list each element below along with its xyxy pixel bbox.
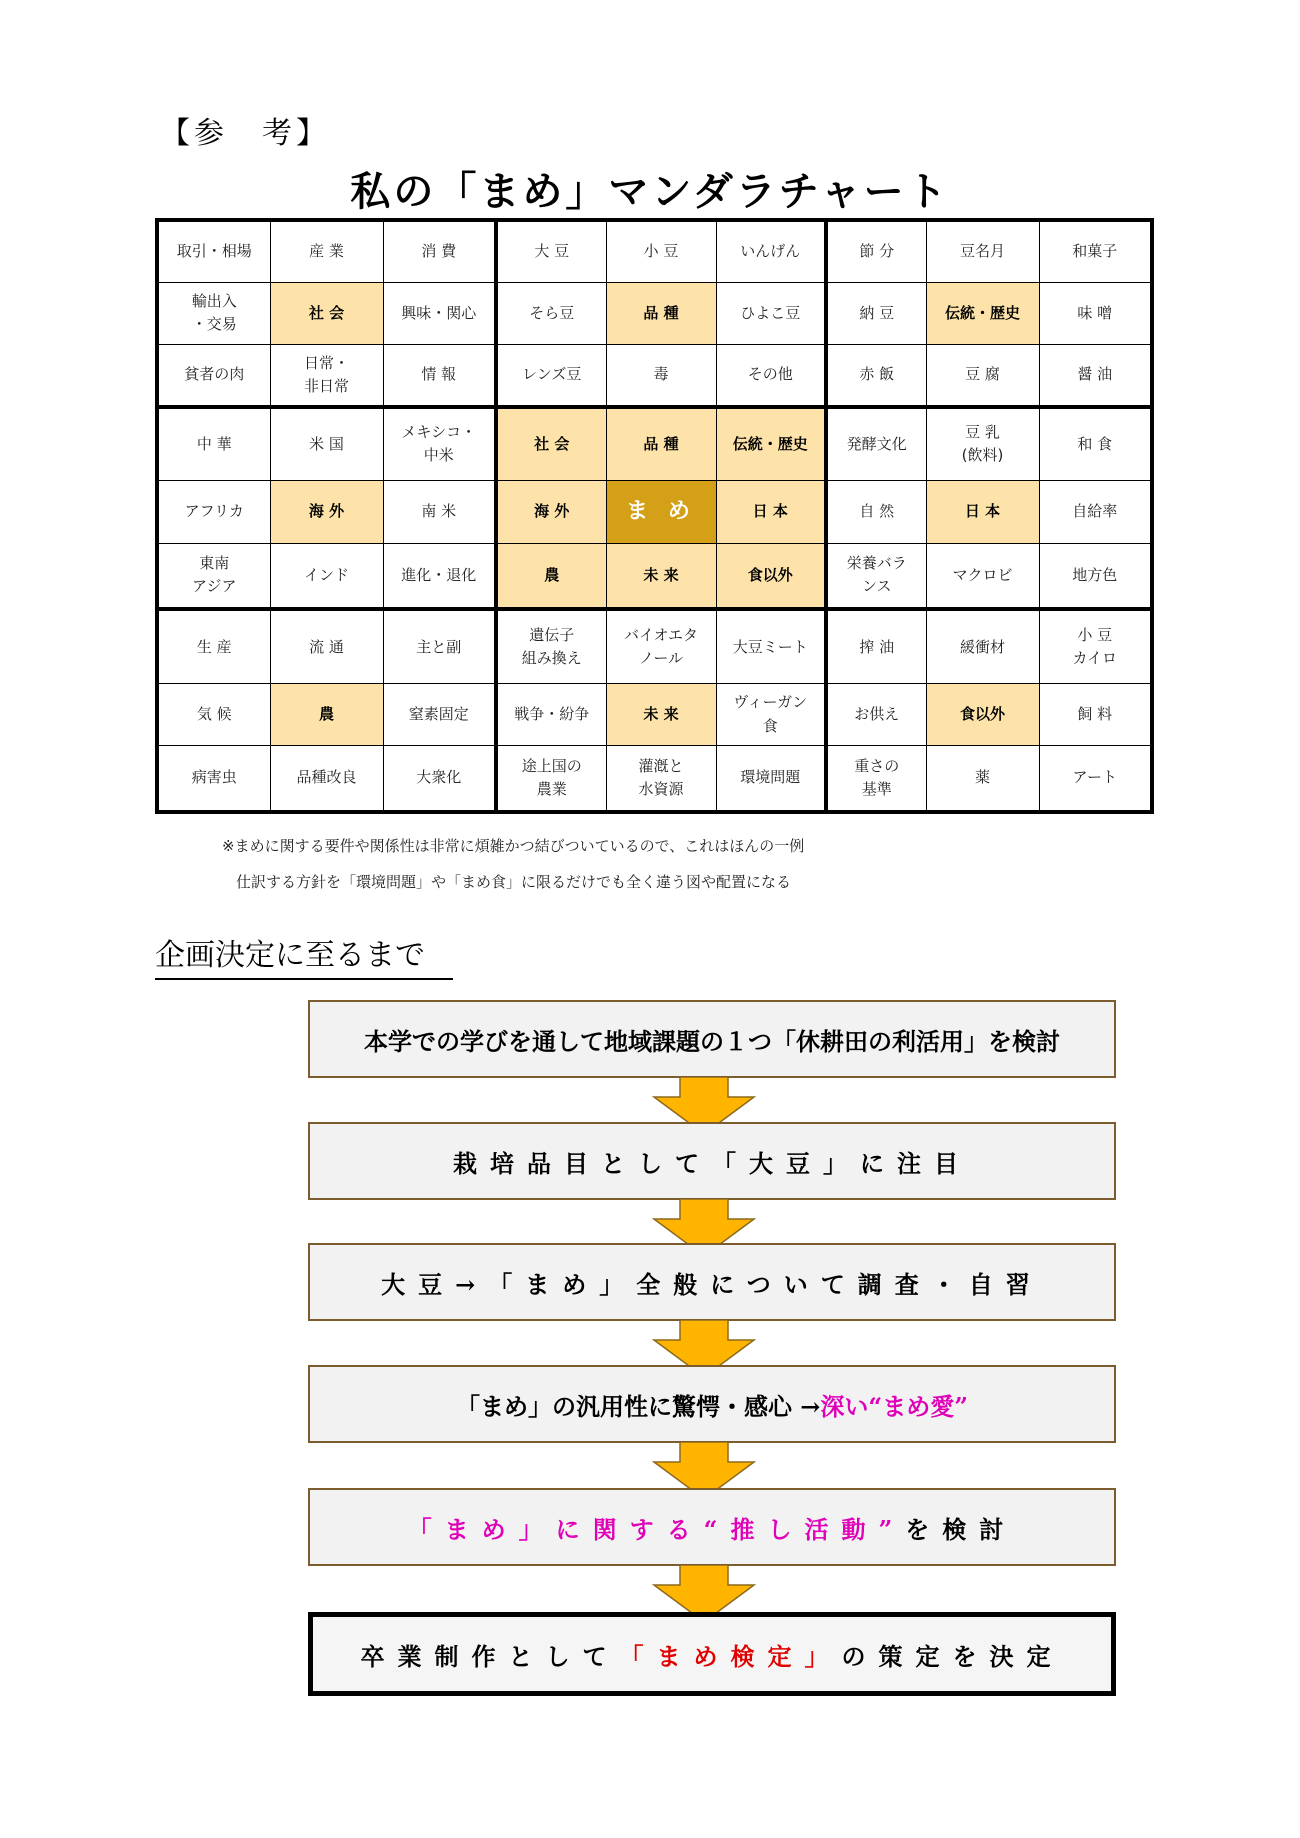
flow-step-4-text: 「まめ」の汎用性に驚愕・感心 →: [455, 1391, 821, 1421]
flow-step-4: [308, 1365, 1116, 1443]
mandala-cell: 搾 油: [826, 609, 926, 683]
mandala-cell: 品種改良: [270, 746, 383, 812]
mandala-cell: 社 会: [270, 282, 383, 344]
mandala-cell: 品 種: [606, 282, 716, 344]
mandala-cell: 緩衝材: [926, 609, 1039, 683]
mandala-cell: 消 費: [383, 220, 496, 282]
mandala-cell: 食以外: [716, 543, 826, 609]
flow-step-5-text: を検討: [905, 1514, 1017, 1544]
mandala-cell: 気 候: [157, 684, 270, 746]
mandala-cell: 自 然: [826, 481, 926, 543]
mandala-row: [157, 543, 1152, 609]
mandala-cell: 小 豆: [606, 220, 716, 282]
mandala-cell: 自給率: [1039, 481, 1152, 543]
mandala-cell: 情 報: [383, 344, 496, 406]
mandala-cell: レンズ豆: [496, 344, 606, 406]
flow-step-3: [308, 1243, 1116, 1321]
mandala-cell: 進化・退化: [383, 543, 496, 609]
mandala-cell: 大衆化: [383, 746, 496, 812]
mandala-cell: 重さの 基準: [826, 746, 926, 812]
mandala-cell: 貧者の肉: [157, 344, 270, 406]
mandala-cell: ひよこ豆: [716, 282, 826, 344]
flow-step-6-suffix: の策定を決定: [841, 1641, 1064, 1671]
mandala-cell: 南 米: [383, 481, 496, 543]
mandala-cell: 未 来: [606, 684, 716, 746]
mandala-cell: 輸出入 ・交易: [157, 282, 270, 344]
mandala-cell: 豆 乳 (飲料): [926, 407, 1039, 481]
mandala-cell: インド: [270, 543, 383, 609]
mandala-cell: 和菓子: [1039, 220, 1152, 282]
mandala-row: [157, 481, 1152, 543]
mandala-cell: 醤 油: [1039, 344, 1152, 406]
section-label: 【参 考】: [160, 116, 330, 151]
mandala-cell: 伝統・歴史: [926, 282, 1039, 344]
flow-step-5-highlight: 「まめ」に関する“推し活動”: [407, 1514, 906, 1544]
mandala-cell: 病害虫: [157, 746, 270, 812]
mandala-cell: 東南 アジア: [157, 543, 270, 609]
mandala-cell: 飼 料: [1039, 684, 1152, 746]
mandala-cell: メキシコ・ 中米: [383, 407, 496, 481]
mandala-cell: そら豆: [496, 282, 606, 344]
mandala-cell: 日常・ 非日常: [270, 344, 383, 406]
mandala-cell: 流 通: [270, 609, 383, 683]
mandala-cell: アート: [1039, 746, 1152, 812]
flow-step-6-highlight: 「まめ検定」: [619, 1641, 842, 1671]
chart-title: 私の「まめ」マンダラチャート: [350, 168, 950, 215]
mandala-cell: 生 産: [157, 609, 270, 683]
flow-step-2-text: 栽培品目として「大豆」に注目: [453, 1148, 971, 1178]
mandala-body: [157, 220, 1152, 812]
mandala-cell: 未 来: [606, 543, 716, 609]
mandala-cell: ま め: [606, 481, 716, 543]
mandala-cell: 日 本: [716, 481, 826, 543]
mandala-cell: 薬: [926, 746, 1039, 812]
mandala-cell: 小 豆 カイロ: [1039, 609, 1152, 683]
note-line-2: 仕訳する方針を「環境問題」や「まめ食」に限るだけでも全く違う図や配置になる: [236, 873, 792, 891]
mandala-row: [157, 220, 1152, 282]
flow-step-6-prefix: 卒業制作として: [360, 1641, 620, 1671]
mandala-row: [157, 344, 1152, 406]
flow-step-1-text: 本学での学びを通して地域課題の１つ「休耕田の利活用」を検討: [364, 1026, 1060, 1056]
mandala-cell: 納 豆: [826, 282, 926, 344]
mandala-cell: お供え: [826, 684, 926, 746]
mandala-cell: 大 豆: [496, 220, 606, 282]
mandala-cell: 窒素固定: [383, 684, 496, 746]
mandala-cell: 遺伝子 組み換え: [496, 609, 606, 683]
mandala-cell: その他: [716, 344, 826, 406]
mandala-cell: 豆名月: [926, 220, 1039, 282]
mandala-cell: 節 分: [826, 220, 926, 282]
notes: [222, 828, 804, 900]
mandala-cell: 日 本: [926, 481, 1039, 543]
flow-step-2: [308, 1122, 1116, 1200]
mandala-cell: バイオエタ ノール: [606, 609, 716, 683]
note-line-1: ※まめに関する要件や関係性は非常に煩雑かつ結びついているので、これはほんの一例: [222, 837, 805, 855]
flow-heading: 企画決定に至るまで: [155, 930, 453, 980]
flow-step-6: [308, 1612, 1116, 1696]
mandala-cell: 社 会: [496, 407, 606, 481]
mandala-cell: 発酵文化: [826, 407, 926, 481]
mandala-cell: 中 華: [157, 407, 270, 481]
mandala-chart: [155, 218, 1154, 814]
flow-step-5: [308, 1488, 1116, 1566]
mandala-cell: いんげん: [716, 220, 826, 282]
mandala-row: [157, 609, 1152, 683]
mandala-cell: 豆 腐: [926, 344, 1039, 406]
mandala-cell: 赤 飯: [826, 344, 926, 406]
mandala-cell: 食以外: [926, 684, 1039, 746]
mandala-cell: 和 食: [1039, 407, 1152, 481]
mandala-cell: 興味・関心: [383, 282, 496, 344]
mandala-cell: 海 外: [270, 481, 383, 543]
mandala-cell: 毒: [606, 344, 716, 406]
mandala-cell: 地方色: [1039, 543, 1152, 609]
mandala-cell: ヴィーガン 食: [716, 684, 826, 746]
flow-step-4-highlight: 深い“まめ愛”: [820, 1391, 969, 1421]
mandala-row: [157, 282, 1152, 344]
flow-step-1: [308, 1000, 1116, 1078]
mandala-cell: アフリカ: [157, 481, 270, 543]
mandala-row: [157, 407, 1152, 481]
mandala-cell: 途上国の 農業: [496, 746, 606, 812]
mandala-cell: 海 外: [496, 481, 606, 543]
mandala-cell: 品 種: [606, 407, 716, 481]
mandala-row: [157, 746, 1152, 812]
mandala-cell: 農: [496, 543, 606, 609]
mandala-cell: 米 国: [270, 407, 383, 481]
mandala-cell: 灌漑と 水資源: [606, 746, 716, 812]
mandala-cell: 戦争・紛争: [496, 684, 606, 746]
mandala-cell: 産 業: [270, 220, 383, 282]
mandala-cell: 環境問題: [716, 746, 826, 812]
mandala-cell: 伝統・歴史: [716, 407, 826, 481]
mandala-cell: 大豆ミート: [716, 609, 826, 683]
mandala-cell: 取引・相場: [157, 220, 270, 282]
mandala-cell: 農: [270, 684, 383, 746]
mandala-row: [157, 684, 1152, 746]
mandala-cell: 栄養バラ ンス: [826, 543, 926, 609]
mandala-cell: マクロビ: [926, 543, 1039, 609]
mandala-cell: 主と副: [383, 609, 496, 683]
mandala-cell: 味 噌: [1039, 282, 1152, 344]
flow-step-3-text: 大豆→「まめ」全般について調査・自習: [381, 1269, 1043, 1299]
